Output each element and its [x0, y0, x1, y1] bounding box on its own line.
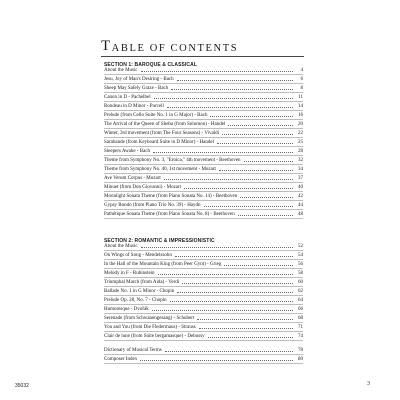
toc-entry[interactable]	[104, 346, 303, 355]
toc-entry-page: 20	[298, 122, 303, 127]
toc-entry[interactable]	[104, 174, 303, 183]
dot-leader	[208, 337, 293, 338]
toc-entry-title: Pathétique Sonata Theme (from Piano Sonata No. 8) - Beethoven	[104, 212, 235, 217]
toc-entry-page: 34	[298, 167, 303, 172]
toc-entry[interactable]	[104, 111, 303, 120]
footer-catalog-code: 35032	[15, 383, 29, 389]
toc-entry-title: Sarabande (from Keyboard Suite in D Minor) - Handel	[104, 140, 214, 145]
dot-leader	[219, 170, 293, 171]
toc-entry-title: You and You (from Die Fledermaus) - Strauss	[104, 325, 196, 330]
toc-entry-page: 78	[298, 348, 303, 353]
toc-entry[interactable]	[104, 305, 303, 314]
toc-entry[interactable]	[104, 165, 303, 174]
toc-entry-page: 56	[298, 262, 303, 267]
title-initial: T	[101, 38, 111, 54]
dot-leader	[165, 351, 293, 352]
dot-leader	[204, 206, 293, 207]
toc-entry-title: Composer Index	[104, 357, 138, 362]
toc-entry-page: 8	[300, 86, 303, 91]
toc-entry[interactable]	[104, 323, 303, 332]
section-1-entries	[104, 66, 303, 219]
toc-entry-page: 60	[298, 280, 303, 285]
toc-entry-title: Rondeau in D Minor - Purcell	[104, 104, 164, 109]
section-1-heading: SECTION 1: BAROQUE & CLASSICAL	[104, 62, 198, 68]
toc-entry-title: About the Music	[104, 244, 138, 249]
toc-entry-title: Humoresque - Dvořák	[104, 307, 149, 312]
toc-entry[interactable]	[104, 296, 303, 305]
toc-entry-title: Moonlight Sonata Theme (from Piano Sonata No. 14) - Beethoven	[104, 194, 238, 199]
page-title	[101, 36, 238, 54]
toc-entry[interactable]	[104, 332, 303, 341]
toc-entry-title: Sleepers Awake - Bach	[104, 149, 151, 154]
toc-entry[interactable]	[104, 156, 303, 165]
toc-entry-page: 42	[298, 194, 303, 199]
toc-entry-title: Theme from Symphony No. 3, "Eroica," 4th movement - Beethoven	[104, 158, 241, 163]
toc-entry-title: Melody in F - Rubinstein	[104, 271, 155, 276]
dot-leader	[240, 197, 293, 198]
toc-entry-title: Dictionary of Musical Terms	[104, 348, 162, 353]
toc-entry[interactable]	[104, 138, 303, 147]
toc-entry[interactable]	[104, 84, 303, 93]
toc-entry[interactable]	[104, 314, 303, 323]
toc-entry[interactable]	[104, 210, 303, 219]
dot-leader	[152, 310, 293, 311]
toc-entry-title: In the Hall of the Mountain King (from Peer Gynt) - Grieg	[104, 262, 222, 267]
dot-leader	[177, 80, 293, 81]
toc-entry-title: On Wings of Song - Mendelssohn	[104, 253, 172, 258]
toc-entry-title: Canon in D - Pachelbel	[104, 95, 151, 100]
dot-leader	[153, 152, 293, 153]
toc-entry-page: 14	[298, 104, 303, 109]
dot-leader	[217, 143, 293, 144]
dot-leader	[175, 256, 293, 257]
toc-entry[interactable]	[104, 278, 303, 287]
toc-entry-page: 32	[298, 158, 303, 163]
dot-leader	[177, 292, 293, 293]
toc-entry-page: 25	[298, 140, 303, 145]
dot-leader	[154, 98, 293, 99]
toc-entry-page: 4	[300, 68, 303, 73]
dot-leader	[184, 188, 293, 189]
toc-entry-page: 74	[298, 334, 303, 339]
dot-leader	[158, 274, 293, 275]
title-divider	[101, 56, 304, 57]
toc-entry-title: Gypsy Rondo (from Piano Trio No. 39) - Haydn	[104, 203, 201, 208]
dot-leader	[182, 283, 293, 284]
toc-entry[interactable]	[104, 287, 303, 296]
toc-entry-title: Ave Verum Corpus - Mozart	[104, 176, 161, 181]
title-text: ABLE OF CONTENTS	[111, 43, 239, 54]
dot-leader	[224, 265, 293, 266]
dot-leader	[164, 179, 293, 180]
toc-entry-page: 54	[298, 253, 303, 258]
dot-leader	[170, 301, 293, 302]
dot-leader	[197, 319, 293, 320]
toc-entry-page: 6	[300, 77, 303, 82]
toc-entry-page: 64	[298, 298, 303, 303]
toc-entry-title: Theme from Symphony No. 40, 1st movement - Mozart	[104, 167, 216, 172]
dot-leader	[199, 328, 293, 329]
toc-entry-page: 58	[298, 271, 303, 276]
toc-entry-title: Sheep May Safely Graze - Bach	[104, 86, 169, 91]
toc-entry-page: 44	[298, 203, 303, 208]
toc-entry-title: Minuet (from Don Giovanni) - Mozart	[104, 185, 182, 190]
dot-leader	[167, 107, 293, 108]
toc-entry-title: Clair de lune (from Suite bergamasque) - Debussy	[104, 334, 205, 339]
toc-entry-page: 40	[298, 185, 303, 190]
toc-entry[interactable]	[104, 75, 303, 84]
dot-leader	[238, 215, 293, 216]
dot-leader	[141, 247, 293, 248]
toc-entry-title: Serenade (from Schwanengesang) - Schubert	[104, 316, 195, 321]
toc-entry-page: 48	[298, 212, 303, 217]
toc-entry-page: 62	[298, 289, 303, 294]
toc-entry-page: 52	[298, 244, 303, 249]
toc-entry-page: 68	[298, 316, 303, 321]
toc-entry[interactable]	[104, 192, 303, 201]
dot-leader	[171, 89, 293, 90]
toc-entry[interactable]	[104, 129, 303, 138]
toc-entry[interactable]	[104, 242, 303, 251]
toc-entry[interactable]	[104, 201, 303, 210]
toc-entry[interactable]	[104, 269, 303, 278]
toc-entry[interactable]	[104, 260, 303, 269]
back-matter-entries	[104, 346, 303, 364]
toc-entry-page: 22	[298, 131, 303, 136]
toc-entry[interactable]	[104, 183, 303, 192]
toc-entry-title: About the Music	[104, 68, 138, 73]
toc-entry[interactable]	[104, 147, 303, 156]
toc-entry-page: 71	[298, 325, 303, 330]
toc-entry[interactable]	[104, 355, 303, 364]
section-2-entries	[104, 242, 303, 341]
toc-entry-page: 11	[298, 95, 303, 100]
toc-entry-page: 28	[298, 149, 303, 154]
toc-entry-title: Prelude (from Cello Suite No. 1 in G Major) - Bach	[104, 113, 208, 118]
toc-entry-title: Triumphal March (from Aida) - Verdi	[104, 280, 180, 285]
toc-entry-title: The Arrival of the Queen of Sheba (from Solomon) - Handel	[104, 122, 226, 127]
section-2-heading: SECTION 2: ROMANTIC & IMPRESSIONISTIC	[104, 238, 215, 244]
toc-entry-title: Ballade No. 1 in G Minor - Chopin	[104, 289, 175, 294]
toc-entry[interactable]	[104, 102, 303, 111]
toc-entry[interactable]	[104, 120, 303, 129]
dot-leader	[228, 125, 293, 126]
toc-entry-page: 80	[298, 357, 303, 362]
toc-entry-page: 66	[298, 307, 303, 312]
toc-entry[interactable]	[104, 66, 303, 75]
dot-leader	[210, 116, 293, 117]
dot-leader	[244, 161, 293, 162]
toc-entry-title: Jesu, Joy of Man's Desiring - Bach	[104, 77, 174, 82]
toc-entry-title: Winter, 3rd movement (from The Four Seasons) - Vivaldi	[104, 131, 220, 136]
toc-entry-page: 37	[298, 176, 303, 181]
toc-entry[interactable]	[104, 251, 303, 260]
toc-entry[interactable]	[104, 93, 303, 102]
dot-leader	[140, 360, 293, 361]
toc-entry-title: Prelude Op. 28, No. 7 - Chopin	[104, 298, 167, 303]
toc-entry-page: 16	[298, 113, 303, 118]
dot-leader	[141, 71, 293, 72]
footer-page-number: 3	[367, 381, 370, 387]
dot-leader	[222, 134, 293, 135]
